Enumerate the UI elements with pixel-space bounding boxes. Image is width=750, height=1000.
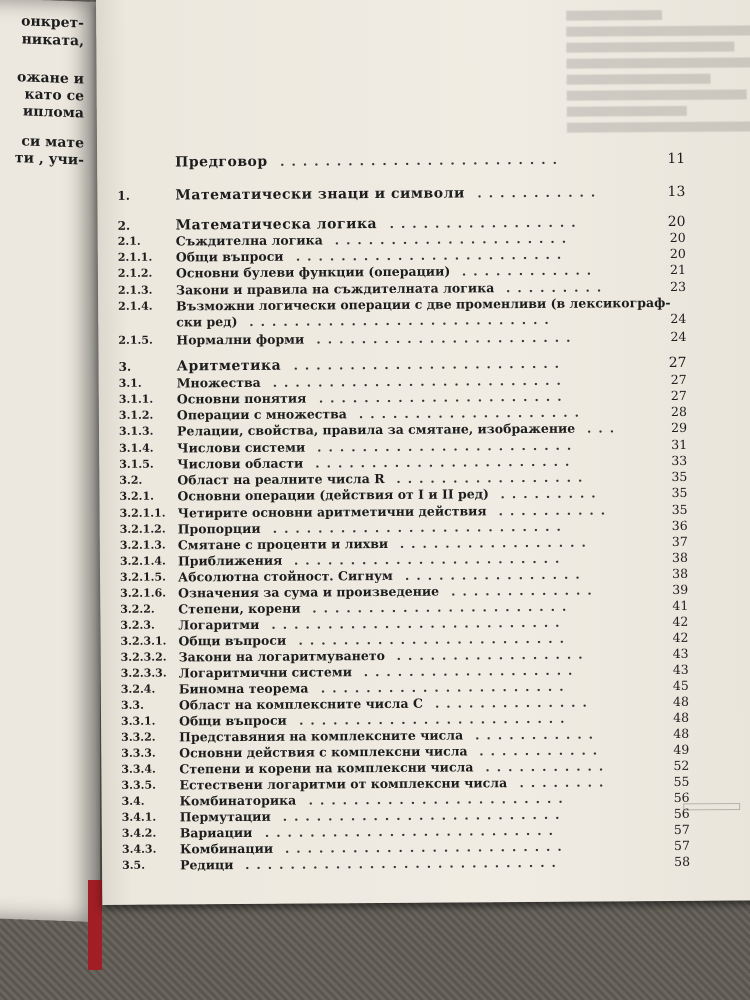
toc-entry-page: 43 [672, 661, 689, 677]
toc-leader-dots: .......... [498, 502, 613, 519]
toc-entry-number: 3.4.1. [121, 810, 157, 824]
toc-leader-dots: .......................... [272, 518, 568, 536]
toc-entry-page: 55 [673, 773, 690, 789]
toc-entry-page: 21 [669, 261, 686, 277]
toc-entry-title: Комбинации [179, 840, 274, 857]
toc-entry-page: 39 [672, 581, 689, 597]
toc-leader-dots: ...................... [318, 388, 569, 406]
toc-entry-title: Множества [176, 374, 261, 391]
toc-entry-number: 3.5. [121, 858, 146, 872]
toc-entry-page: 33 [671, 452, 688, 468]
toc-leader-dots: ........................ [293, 355, 567, 373]
toc-entry-title: Възможни логически операции с две променливи (в лексикограф- [176, 294, 671, 314]
toc-leader-dots: ................. [396, 469, 590, 486]
toc-entry-title: Основни операции (действия от I и II ред) [177, 486, 489, 504]
toc-entry-title: ски ред) [176, 314, 238, 330]
toc-entry-page: 27 [668, 354, 687, 372]
toc-entry-title: Общи въпроси [178, 712, 287, 729]
toc-entry-number: 2.1.1. [117, 250, 153, 264]
toc-entry-number: 3.2.1. [119, 489, 154, 503]
toc-entry-number: 3. [118, 359, 132, 374]
toc-leader-dots: ............. [451, 582, 599, 599]
toc-leader-dots: ............ [461, 262, 599, 279]
left-page-fragment: си мате [21, 133, 84, 152]
toc-entry-page: 29 [671, 419, 688, 435]
left-page-fragment: никата, [21, 31, 84, 50]
toc-entry-title: Основни понятия [176, 390, 307, 407]
toc-leader-dots: .......................... [271, 614, 567, 632]
toc-entry-title: Логаритмични системи [178, 664, 353, 681]
toc-entry-title: Биномна теорема [178, 680, 309, 697]
toc-entry-number: 2. [117, 218, 131, 233]
toc-entry-page: 48 [673, 725, 690, 741]
left-page-fragment: като се [24, 86, 84, 105]
toc-entry-title: Закони на логаритмуването [178, 647, 385, 665]
toc-leader-dots: ........ [519, 774, 611, 791]
toc-entry-number: 3.2.4. [120, 682, 156, 696]
toc-entry-page: 20 [667, 213, 686, 231]
toc-entry-number: 3.3.1. [120, 714, 156, 728]
toc-entry-page: 28 [670, 403, 687, 419]
toc-leader-dots: ... [586, 420, 622, 436]
toc-entry-number: 3.2.1.5. [119, 570, 167, 584]
toc-entry-number: 3.2.1.4. [119, 554, 166, 568]
toc-leader-dots: ........... [475, 726, 601, 743]
toc-entry-title: Предговор [175, 153, 268, 171]
toc-entry-number: 2.1.4. [118, 299, 153, 313]
toc-entry-page: 57 [673, 821, 690, 837]
toc-entry-title: Пермутации [179, 808, 271, 825]
toc-entry-page: 37 [671, 533, 688, 549]
toc-entry-title: Област на реалните числа R [177, 470, 385, 488]
toc-entry-page: 57 [673, 837, 690, 853]
toc-leader-dots: ........................... [249, 311, 556, 329]
toc-leader-dots: ......... [505, 279, 609, 296]
toc-entry-number: 1. [117, 188, 130, 203]
toc-entry-number: 3.1.4. [119, 441, 154, 455]
page-mark [682, 801, 742, 813]
toc-leader-dots: ................. [389, 214, 583, 231]
toc-entry-page: 27 [670, 387, 687, 403]
toc-entry-page: 56 [673, 805, 690, 821]
toc-entry-page: 36 [671, 517, 688, 533]
toc-entry-title: Приближения [177, 552, 283, 569]
toc-leader-dots: ......................... [284, 838, 569, 856]
left-page-fragment: иплома [22, 103, 84, 122]
toc-entry-number: 3.2.1.6. [120, 586, 167, 600]
toc-leader-dots: ........................ [293, 550, 567, 568]
toc-entry-title: Логаритми [178, 616, 260, 633]
left-page [0, 0, 100, 922]
toc-entry-number: 3.3.3. [121, 746, 156, 760]
toc-entry-page: 38 [671, 549, 688, 565]
toc-entry-number: 3.2.3.1. [120, 634, 167, 648]
toc-leader-dots: ..................... [334, 230, 574, 248]
toc-entry-number: 3.1. [118, 376, 142, 390]
toc-entry-number: 3.1.2. [118, 408, 154, 422]
toc-entry-title: Комбинаторика [179, 792, 297, 809]
toc-entry-page: 35 [671, 501, 688, 517]
toc-leader-dots: ......... [500, 485, 603, 502]
toc-entry-page: 13 [667, 183, 686, 201]
toc-entry-number: 3.2.2. [120, 602, 155, 616]
toc-leader-dots: ................. [396, 646, 590, 663]
toc-entry-page: 48 [673, 709, 690, 725]
toc-leader-dots: ................. [399, 534, 593, 551]
toc-entry-title: Релации, свойства, правила за смятане, изображение [176, 420, 576, 439]
toc-leader-dots: ....................... [317, 437, 579, 455]
toc-leader-dots: ........................ [298, 630, 571, 648]
toc-leader-dots: ....................... [308, 790, 570, 808]
toc-leader-dots: ............................ [244, 854, 563, 872]
toc-entry-number: 2.1.3. [117, 283, 153, 297]
toc-entry-title: Математически знаци и символи [175, 185, 465, 204]
toc-leader-dots: ........................ [295, 246, 569, 264]
toc-entry-page: 38 [672, 565, 689, 581]
toc-entry-page: 52 [673, 757, 690, 773]
toc-entry-number: 3.2.3.2. [120, 650, 167, 664]
toc-leader-dots: ........... [477, 184, 603, 201]
toc-entry-page: 24 [670, 310, 687, 326]
toc-leader-dots: .............. [434, 694, 594, 711]
toc-entry-title: Абсолютна стойност. Сигнум [177, 567, 393, 585]
left-page-fragment: ти , учи- [14, 150, 84, 169]
toc-leader-dots: ....................... [316, 329, 578, 347]
toc-entry-page: 20 [669, 229, 686, 245]
toc-entry-title: Общи въпроси [178, 632, 287, 649]
toc-entry-title: Редици [179, 857, 234, 873]
toc-entry-number: 3.1.3. [118, 424, 154, 438]
toc-entry-title: Смятане с проценти и лихви [177, 535, 389, 553]
toc-leader-dots: ................... [363, 662, 580, 680]
toc-entry-number: 3.1.5. [119, 457, 154, 471]
toc-entry-number: 2.1.5. [118, 333, 153, 347]
toc-entry-page: 27 [670, 371, 687, 387]
toc-entry-page: 49 [673, 741, 690, 757]
left-page-fragment: ожане и [17, 69, 84, 88]
toc-entry-title: Нормални форми [176, 331, 305, 348]
toc-entry-title: Основни булеви функции (операции) [175, 263, 451, 281]
toc-entry-title: Четирите основни аритметични действия [177, 503, 487, 521]
toc-entry-number: 3.2.1.2. [119, 522, 166, 536]
toc-entry-page: 11 [667, 150, 686, 168]
toc-entry-title: Представяния на комплексните числа [179, 727, 464, 745]
toc-entry-number: 3.4.3. [121, 842, 157, 856]
toc-entry-number: 3.2.1.1. [119, 506, 166, 520]
toc-leader-dots: ........... [479, 742, 605, 759]
toc-entry-number: 3.2.3. [120, 618, 155, 632]
toc-entry-number: 3.2.3.3. [120, 666, 167, 680]
toc-entry-title: Математическа логика [175, 216, 378, 234]
toc-leader-dots: ........................ [298, 710, 572, 728]
toc-entry-title: Степени, корени [178, 600, 301, 617]
toc-leader-dots: .......................... [272, 372, 568, 390]
toc-entry-page: 43 [672, 645, 689, 661]
toc-entry-title: Аритметика [176, 357, 282, 375]
toc-leader-dots: ................ [404, 566, 587, 583]
toc-entry-title: Съждителна логика [175, 232, 323, 249]
toc-entry-number: 3.3.5. [121, 778, 156, 792]
toc-entry-page: 42 [672, 613, 689, 629]
toc-entry-title: Числови области [177, 455, 304, 472]
toc-leader-dots: .......................... [264, 822, 561, 840]
toc-entry-page: 20 [669, 245, 686, 261]
toc-leader-dots: ......................... [282, 806, 567, 824]
toc-entry-page: 58 [674, 853, 691, 869]
toc-entry-number: 2.1.2. [117, 266, 153, 280]
toc-entry-page: 23 [670, 278, 687, 294]
toc-entry-number: 3.2. [119, 473, 143, 487]
toc-entry-page: 31 [671, 436, 688, 452]
left-page-fragment: онкрет- [21, 13, 84, 32]
toc-entry-title: Общи въпроси [175, 248, 284, 265]
toc-entry-title: Основни действия с комплексни числа [179, 743, 468, 761]
toc-leader-dots: .................... [358, 404, 586, 422]
toc-entry-title: Пропорции [177, 520, 261, 537]
toc-entry-title: Закони и правила на съждителната логика [175, 280, 495, 298]
toc-entry-number: 3.3.2. [121, 730, 156, 744]
toc-entry-page: 48 [672, 693, 689, 709]
toc-entry-number: 3.4. [121, 794, 145, 808]
toc-entry-page: 35 [671, 468, 688, 484]
toc-entry-title: Операции с множества [176, 406, 347, 423]
toc-entry-page: 24 [670, 328, 687, 344]
toc-entry-title: Естествени логаритми от комплексни числа [179, 775, 508, 793]
toc-entry-title: Числови системи [177, 439, 306, 456]
toc-entry-page: 35 [671, 484, 688, 500]
toc-entry-page: 45 [672, 677, 689, 693]
right-page [96, 0, 750, 905]
toc-entry-title: Област на комплексните числа C [178, 695, 423, 713]
toc-entry-number: 3.2.1.3. [119, 538, 166, 552]
toc-leader-dots: ...................... [320, 678, 571, 696]
toc-entry-number: 3.1.1. [118, 392, 154, 406]
toc-leader-dots: ......................... [280, 151, 564, 169]
toc-entry-number: 3.4.2. [121, 826, 157, 840]
toc-entry-page: 42 [672, 629, 689, 645]
toc-entry-title: Вариации [179, 824, 253, 841]
toc-leader-dots: ....................... [315, 453, 577, 471]
toc-entry-number: 2.1. [117, 234, 141, 248]
toc-entry-number: 3.3. [120, 698, 144, 712]
toc-entry-page: 56 [673, 789, 690, 805]
book-spine [88, 880, 102, 970]
toc-entry-number: 3.3.4. [121, 762, 156, 776]
toc-leader-dots: ........... [485, 758, 611, 775]
toc-entry-title: Означения за сума и произведение [178, 583, 440, 601]
toc-leader-dots: ....................... [312, 598, 574, 616]
toc-entry-page: 41 [672, 597, 689, 613]
table-of-contents [96, 0, 750, 900]
toc-entry-title: Степени и корени на комплексни числа [179, 759, 474, 777]
